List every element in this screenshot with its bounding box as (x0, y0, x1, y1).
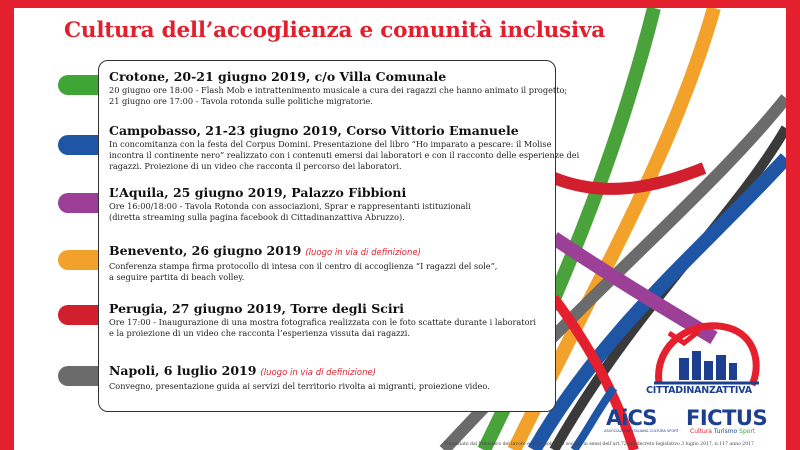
fictus-sub-cultura: Cultura (690, 428, 712, 435)
event-line: incontra il continente nero” realizzato con i contenuti emersi dai laboratori e con il racconto delle esperienze dei (109, 150, 580, 160)
event-line: 21 giugno ore 17:00 - Tavola rotonda sulle politiche migratorie. (109, 96, 373, 106)
event-heading: Campobasso, 21-23 giugno 2019, Corso Vittorio Emanuele (109, 123, 519, 138)
funding-footer: Finanziato dal Ministero del lavoro e delle politiche sociali, ai sensi dell’art.72 del decreto legislativo 3 luglio 2017, n.117 anno 2017 (444, 442, 754, 447)
event-note: (luogo in via di definizione) (260, 368, 377, 378)
event-heading: Napoli, 6 luglio 2019 (109, 363, 257, 378)
fictus-subtitle (690, 428, 755, 435)
event-laquila (109, 185, 549, 223)
event-line: Conferenza stampa firma protocollo di intesa con il centro di accoglienza “I ragazzi del sole”, (109, 261, 498, 271)
event-napoli (109, 363, 549, 392)
page-title: Cultura dell’accoglienza e comunità inclusiva (64, 18, 606, 43)
event-line: 20 giugno ore 18:00 - Flash Mob e intrattenimento musicale a cura dei ragazzi che hanno animato il progetto; (109, 85, 568, 95)
event-perugia (109, 301, 549, 339)
cittadinanzattiva-wordmark: CITTADINANZATTIVA (646, 385, 752, 396)
events-panel (98, 60, 580, 412)
event-note: (luogo in via di definizione) (305, 248, 421, 258)
event-line: In concomitanza con la festa del Corpus Domini. Presentazione del libro “Ho imparato a pescare: il Molise (109, 139, 552, 149)
event-line: a seguire partita di beach volley. (109, 272, 245, 282)
event-heading: L’Aquila, 25 giugno 2019, Palazzo Fibbioni (109, 185, 407, 200)
event-line: (diretta streaming sulla pagina facebook di Cittadinanzattiva Abruzzo). (109, 212, 405, 222)
event-line: Ore 17:00 - Inaugurazione di una mostra fotografica realizzata con le foto scattate durante i laboratori (109, 317, 537, 327)
event-crotone (109, 69, 568, 107)
event-campobasso (109, 123, 580, 172)
event-line: e la proiezione di un video che racconta l’esperienza vissuta dai ragazzi. (109, 328, 411, 338)
event-benevento (109, 243, 549, 283)
event-line: Ore 16:00/18:00 - Tavola Rotonda con associazioni, Sprar e rappresentanti istituzionali (109, 201, 471, 211)
event-heading: Crotone, 20-21 giugno 2019, c/o Villa Comunale (109, 69, 447, 84)
poster-sheet (14, 8, 786, 450)
fictus-sub-turismo: Turismo (713, 428, 738, 435)
aics-subtitle: ASSOCIAZIONE ITALIANA CULTURA SPORT (604, 429, 679, 433)
fictus-logo: FICTUS (686, 406, 768, 430)
event-heading: Perugia, 27 giugno 2019, Torre degli Sciri (109, 301, 405, 316)
aics-logo: AiCS (606, 406, 657, 430)
event-line: ragazzi. Proiezione di un video che racconta il percorso dei laboratori. (109, 161, 402, 171)
event-line: Convegno, presentazione guida ai servizi del territorio rivolta ai migranti, proiezione video. (109, 381, 490, 391)
fictus-sub-sport: Sport (739, 428, 756, 435)
event-heading: Benevento, 26 giugno 2019 (109, 243, 302, 258)
